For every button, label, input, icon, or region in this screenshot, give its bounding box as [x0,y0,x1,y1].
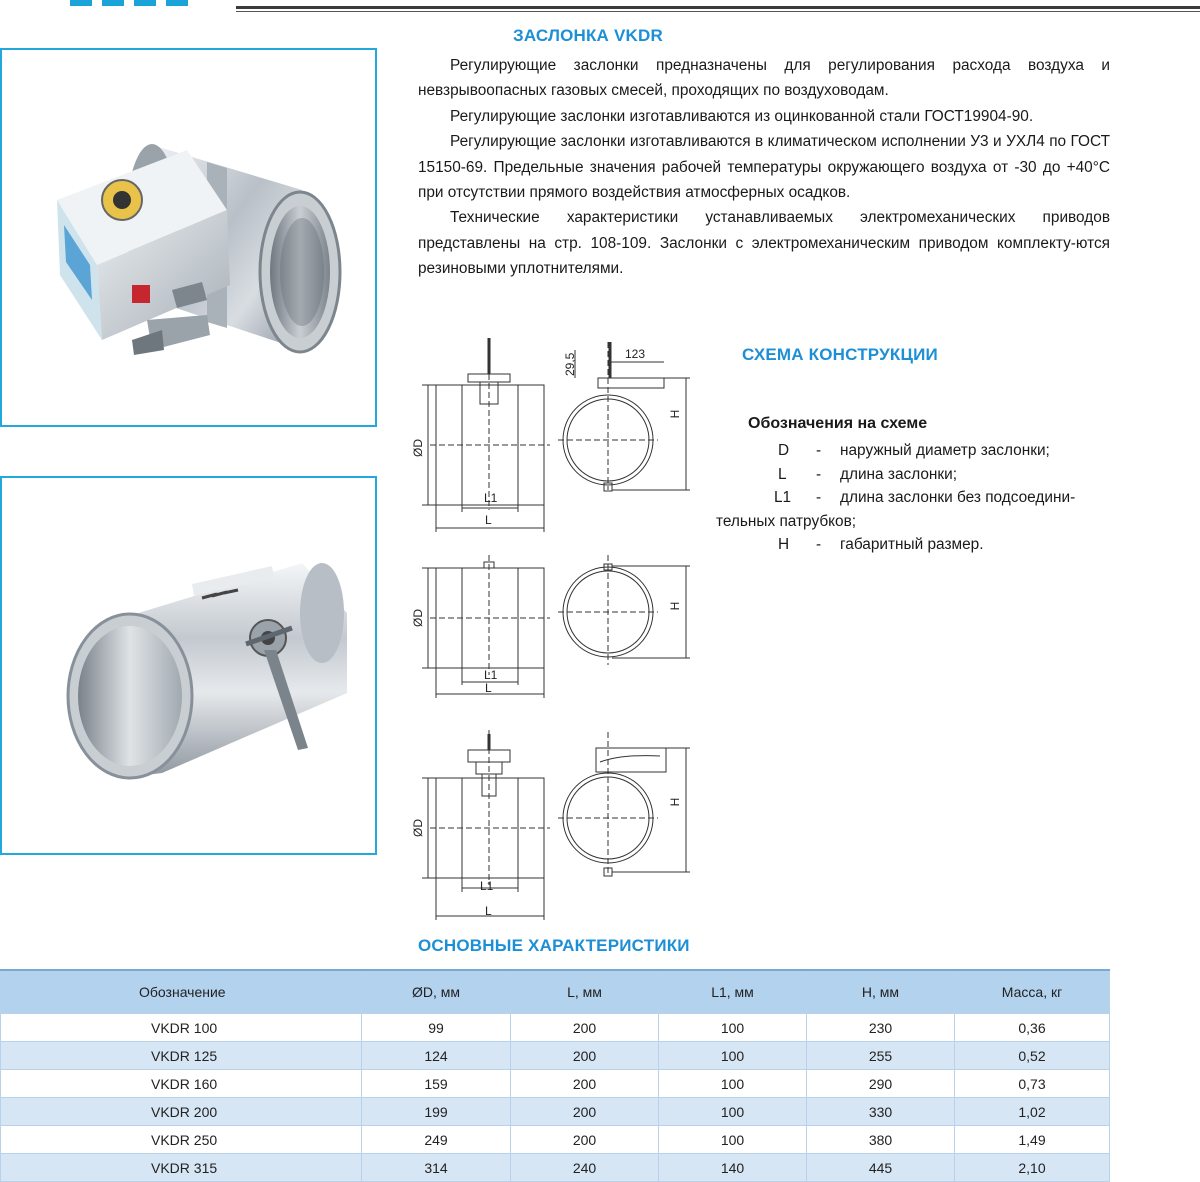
table-cell: 100 [659,1098,807,1126]
dim-label-29-5: 29,5 [563,352,577,376]
photo-damper-manual [0,476,377,855]
table-cell: 230 [807,1014,955,1042]
dim-label-l1: L1 [484,668,498,682]
table-cell: 249 [362,1126,511,1154]
legend-dash: - [816,489,822,506]
legend-item [716,486,1112,510]
dim-label-h: H [668,409,682,419]
table-cell: 100 [659,1042,807,1070]
table-cell: VKDR 315 [1,1154,362,1182]
legend-item [716,533,1112,557]
description-paragraph: Технические характеристики устанавливаемых электромеханических приводов представлены на стр. 108-109. Заслонки с электромеханическим приводом комплекту-ются резиновыми уплотнителями. [418,209,1110,278]
table-cell: 124 [362,1042,511,1070]
dim-label-od: ØD [411,819,425,837]
table-title: ОСНОВНЫЕ ХАРАКТЕРИСТИКИ [418,936,690,955]
description-paragraph: Регулирующие заслонки изготавливаются в климатическом исполнении У3 и УХЛ4 по ГОСТ 15150-69. Предельные значения рабочей температуры окружающего воздуха от -30 до +40°С при отсутствии прямого воздействия атмосферных осадков. [418,133,1110,202]
legend-item [716,463,1112,487]
table-cell: 0,36 [955,1014,1110,1042]
table-cell: 100 [659,1126,807,1154]
table-cell: 200 [511,1070,659,1098]
legend-text: длина заслонки без подсоедини- [840,489,1076,506]
brand-mark [134,0,156,6]
table-cell: VKDR 250 [1,1126,362,1154]
table-cell: 255 [807,1042,955,1070]
dim-label-l: L [485,681,492,695]
table-cell: VKDR 200 [1,1098,362,1126]
table-header-cell: L1, мм [659,970,807,1014]
legend-title: Обозначения на схеме [748,415,928,432]
header-rule-thin [236,11,1200,12]
legend-symbol: D [778,442,790,459]
table-cell: 1,49 [955,1126,1110,1154]
table-cell: 200 [511,1126,659,1154]
legend-symbol: L1 [774,489,792,506]
table-header-cell: Обозначение [1,970,362,1014]
table-cell: 1,02 [955,1098,1110,1126]
specs-table [0,969,1110,1182]
legend-item [716,439,1112,463]
table-cell: VKDR 160 [1,1070,362,1098]
description-paragraph: Регулирующие заслонки предназначены для регулирования расхода воздуха и невзрывоопасных газовых смесей, проходящих по воздуховодам. [418,57,1110,100]
dim-label-od: ØD [411,439,425,457]
scheme-drawings [400,330,720,930]
table-cell: 199 [362,1098,511,1126]
description [418,53,1110,282]
table-row [1,1070,1110,1098]
table-cell: 140 [659,1154,807,1182]
dim-label-l: L [485,513,492,527]
brand-mark [166,0,188,6]
table-header-cell: ØD, мм [362,970,511,1014]
dim-label-l1: L1 [484,491,498,505]
table-cell: 100 [659,1070,807,1098]
table-row [1,1098,1110,1126]
legend-dash: - [816,442,822,459]
legend-symbol: L [778,465,787,483]
table-row [1,1042,1110,1070]
table-cell: 100 [659,1014,807,1042]
table-header-row [1,970,1110,1014]
table-cell: 314 [362,1154,511,1182]
dim-label-h: H [668,797,682,807]
table-row [1,1014,1110,1042]
scheme-title: СХЕМА КОНСТРУКЦИИ [742,345,938,364]
header-rule [236,6,1200,9]
table-cell: 0,52 [955,1042,1110,1070]
table-header-cell: H, мм [807,970,955,1014]
table-header-cell: Масса, кг [955,970,1110,1014]
legend-continuation: тельных патрубков; [716,512,857,530]
description-paragraph: Регулирующие заслонки изготавливаются из оцинкованной стали ГОСТ19904-90. [450,107,1034,125]
legend-text: длина заслонки; [840,465,958,483]
legend [716,439,1112,557]
brand-mark [102,0,124,6]
photo-damper-with-actuator [0,48,377,427]
legend-text: наружный диаметр заслонки; [840,442,1050,459]
table-cell: 380 [807,1126,955,1154]
page-title: ЗАСЛОНКА VKDR [513,26,663,45]
table-cell: 200 [511,1014,659,1042]
table-cell: 159 [362,1070,511,1098]
table-cell: VKDR 125 [1,1042,362,1070]
table-cell: 290 [807,1070,955,1098]
dim-label-l1: L1 [480,879,494,893]
table-cell: 240 [511,1154,659,1182]
table-cell: 330 [807,1098,955,1126]
dim-label-h: H [668,601,682,611]
table-cell: VKDR 100 [1,1014,362,1042]
table-cell: 200 [511,1098,659,1126]
dim-label-od: ØD [411,609,425,627]
table-header-cell: L, мм [511,970,659,1014]
table-cell: 200 [511,1042,659,1070]
table-cell: 0,73 [955,1070,1110,1098]
table-row [1,1126,1110,1154]
dim-label-123: 123 [625,347,646,361]
actuator-damper-illustration [2,50,375,425]
legend-symbol: H [778,536,790,553]
table-cell: 445 [807,1154,955,1182]
legend-dash: - [816,465,822,483]
legend-dash: - [816,536,822,553]
table-row [1,1154,1110,1182]
manual-damper-illustration [2,478,375,853]
legend-text: габаритный размер. [840,536,984,553]
brand-mark [70,0,92,6]
table-cell: 2,10 [955,1154,1110,1182]
dim-label-l: L [485,904,492,918]
table-cell: 99 [362,1014,511,1042]
